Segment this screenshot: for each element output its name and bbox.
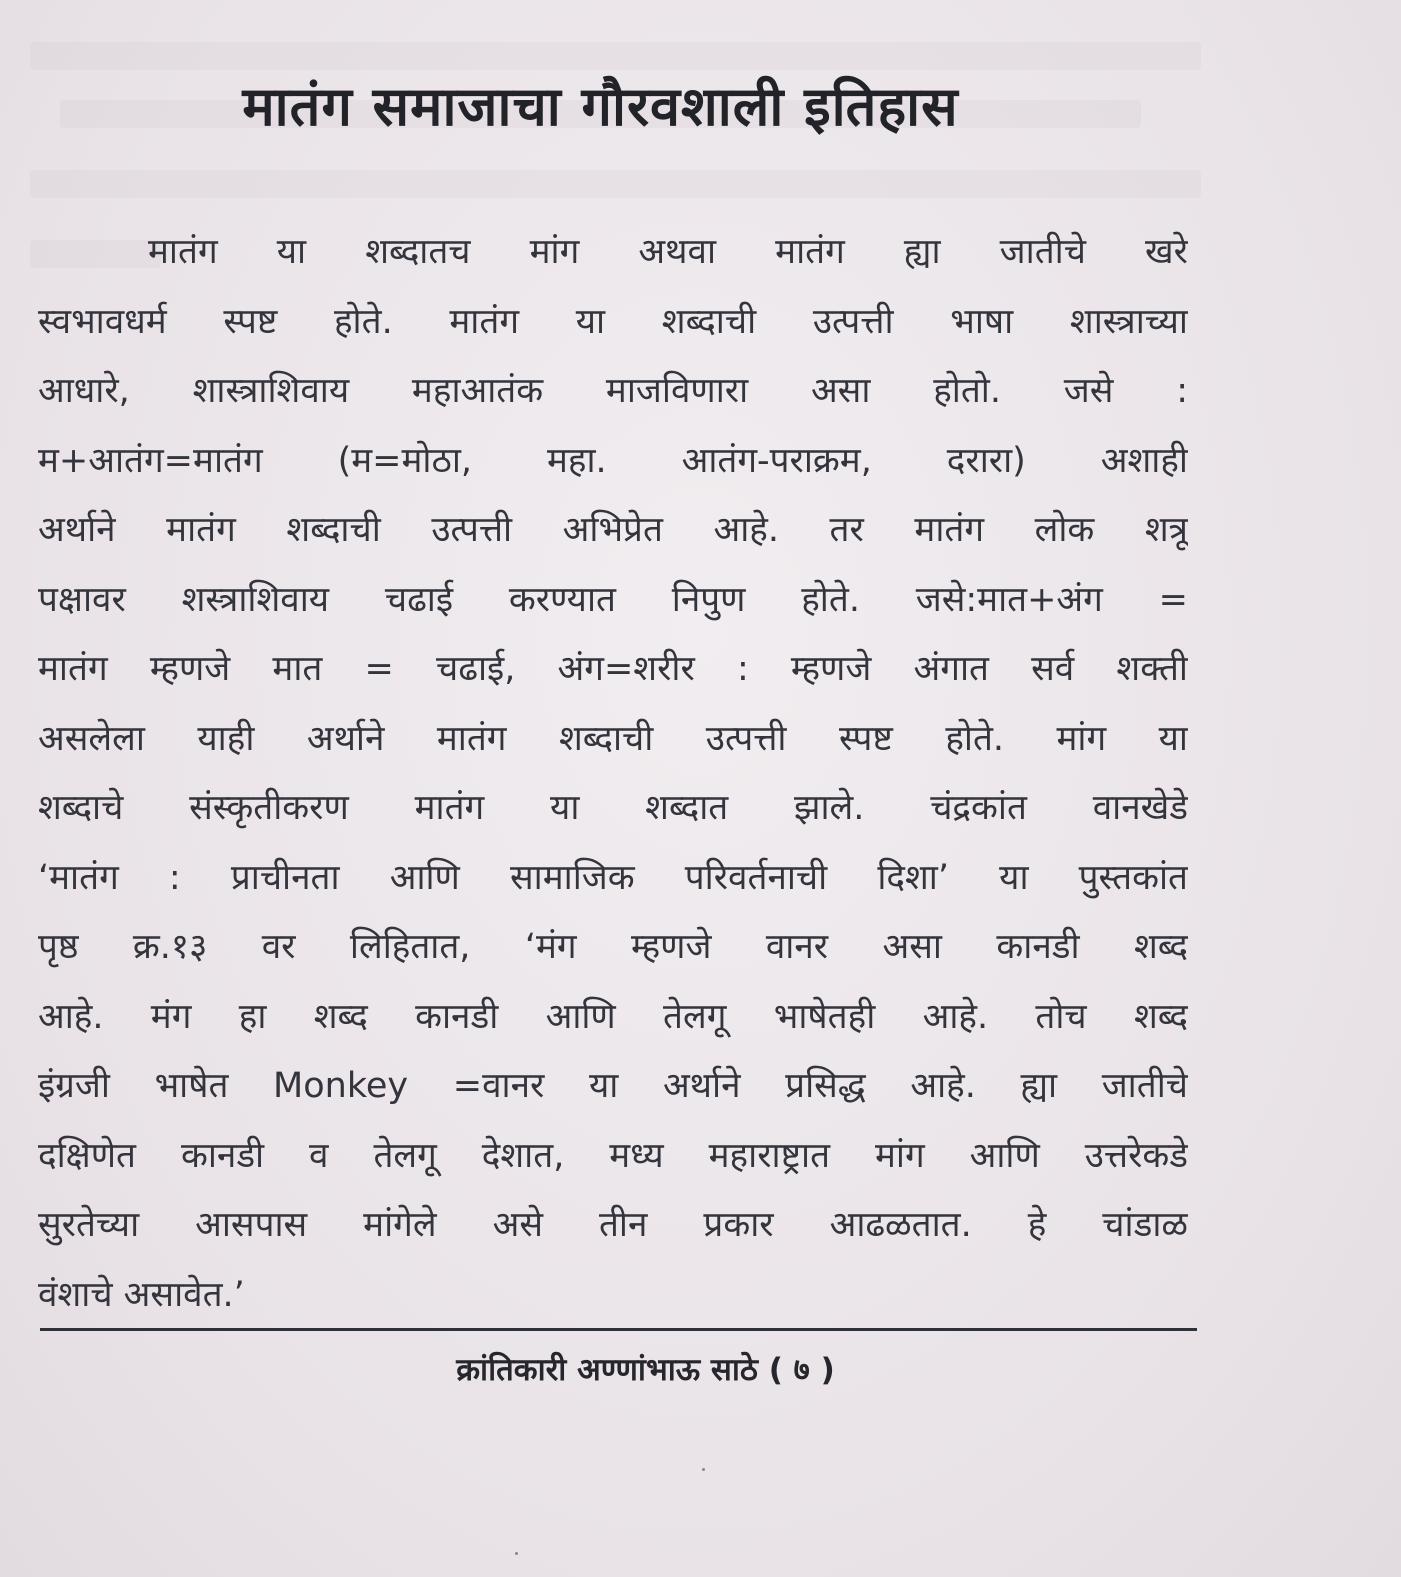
text-line: आहे. मंग हा शब्द कानडी आणि तेलगू भाषेतही आहे. तोच शब्द [38, 996, 1188, 1037]
scan-speck [702, 1468, 705, 1471]
text-line: पक्षावर शस्त्राशिवाय चढाई करण्यात निपुण होते. जसे:मात+अंग = [38, 579, 1188, 620]
scan-speck [515, 1552, 518, 1555]
text-line: सुरतेच्या आसपास मांगेले असे तीन प्रकार आढळतात. हे चांडाळ [38, 1205, 1188, 1245]
text-line: ‘मातंग : प्राचीनता आणि सामाजिक परिवर्तनाची दिशा’ या पुस्तकांत [38, 857, 1188, 898]
text-line: म+आतंग=मातंग (म=मोठा, महा. आतंग-पराक्रम, दरारा) अशाही [38, 440, 1188, 481]
text-line: वंशाचे असावेत.’ [38, 1274, 245, 1315]
text-line: मातंग म्हणजे मात = चढाई, अंग=शरीर : म्हणजे अंगात सर्व शक्ती [38, 649, 1188, 689]
text-line: दक्षिणेत कानडी व तेलगू देशात, मध्य महाराष्ट्रात मांग आणि उत्तरेकडे [38, 1135, 1188, 1176]
body-paragraph [38, 218, 1188, 1330]
text-line: स्वभावधर्म स्पष्ट होते. मातंग या शब्दाची उत्पत्ती भाषा शास्त्राच्या [38, 301, 1188, 342]
text-line: शब्दाचे संस्कृतीकरण मातंग या शब्दात झाले. चंद्रकांत वानखेडे [38, 788, 1188, 828]
text-line: अर्थाने मातंग शब्दाची उत्पत्ती अभिप्रेत आहे. तर मातंग लोक शत्रू [38, 510, 1188, 550]
show-through-text [30, 42, 1201, 70]
text-line: मातंग या शब्दातच मांग अथवा मातंग ह्या जातीचे खरे [148, 232, 1188, 272]
page-title: मातंग समाजाचा गौरवशाली इतिहास [242, 75, 959, 138]
text-line: आधारे, शास्त्राशिवाय महाआतंक माजविणारा असा होतो. जसे : [38, 371, 1188, 411]
text-line: इंग्रजी भाषेत Monkey =वानर या अर्थाने प्रसिद्ध आहे. ह्या जातीचे [38, 1066, 1188, 1106]
text-line: असलेला याही अर्थाने मातंग शब्दाची उत्पत्ती स्पष्ट होते. मांग या [38, 718, 1188, 759]
footer-divider [40, 1328, 1197, 1331]
text-line: पृष्ठ क्र.१३ वर लिहितात, ‘मंग म्हणजे वानर असा कानडी शब्द [38, 927, 1188, 967]
show-through-text [30, 170, 1201, 198]
page-footer: क्रांतिकारी अण्णांभाऊ साठे ( ७ ) [456, 1352, 835, 1388]
